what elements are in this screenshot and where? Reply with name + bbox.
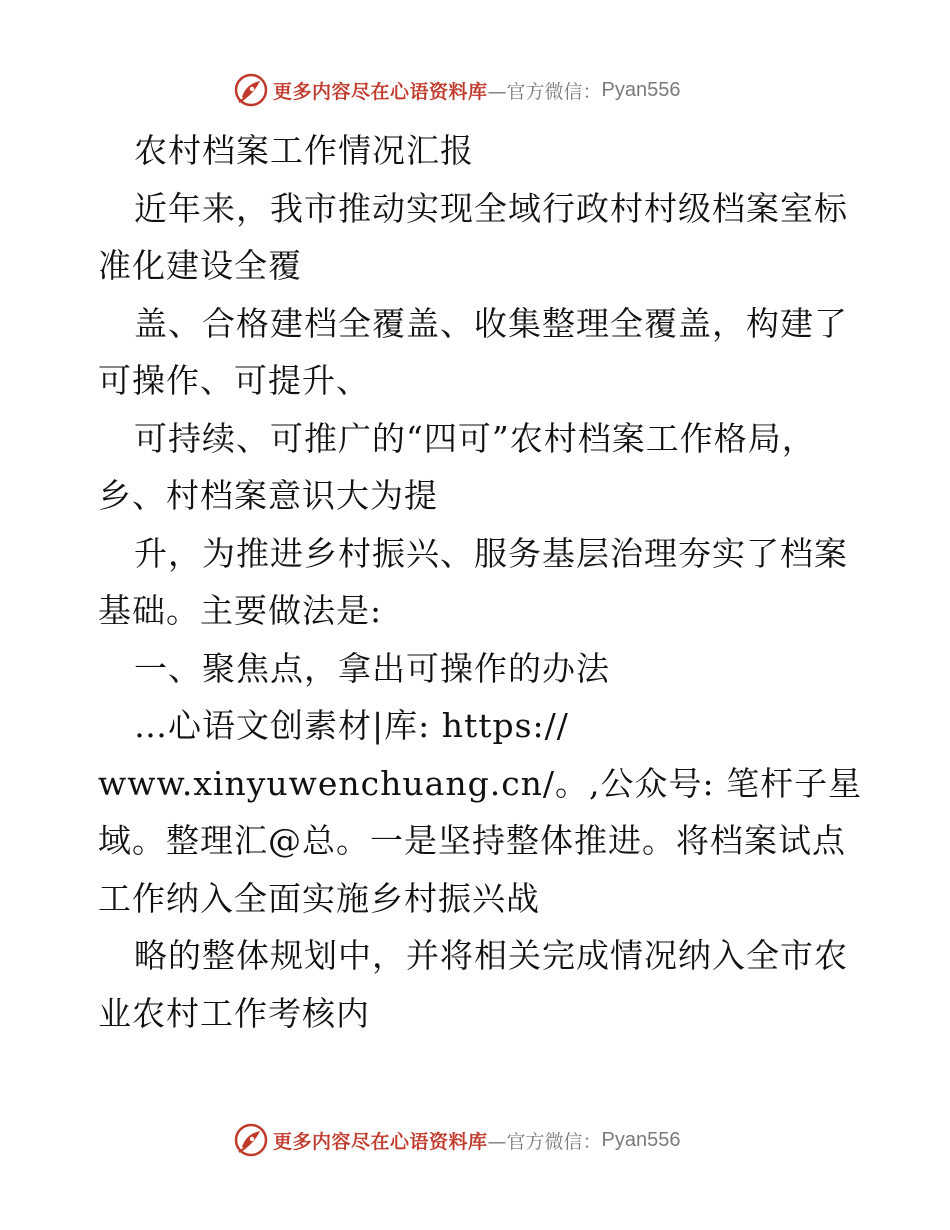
banner-wechat-label: —官方微信： [487,1130,602,1153]
paragraph-line: 升，为推进乡村振兴、服务基层治理夯实了档案 [134,533,848,573]
paragraph-line: 基础。主要做法是: [98,591,383,630]
paragraph-line: 域。整理汇@总。一是坚持整体推进。将档案试点 [98,821,846,860]
paragraph-line: 工作纳入全面实施乡村振兴战 [98,878,540,918]
banner-wechat-label: —官方微信： [487,80,602,103]
header-banner [233,70,713,110]
paragraph-line: 准化建设全覆 [98,246,302,285]
section-heading: 一、聚焦点，拿出可操作的办法 [134,648,610,688]
paragraph-line: 略的整体规划中，并将相关完成情况纳入全市农 [134,936,848,975]
footer-banner [233,1120,713,1160]
banner-library-text: 更多内容尽在心语资料库 [273,1130,488,1153]
banner-library-text: 更多内容尽在心语资料库 [273,80,488,103]
paragraph-line: 业农村工作考核内 [98,993,370,1033]
paragraph-line: 近年来，我市推动实现全域行政村村级档案室标 [134,188,848,228]
banner-wechat-handle: Pyan556 [601,78,681,101]
document-title: 农村档案工作情况汇报 [134,131,474,170]
paragraph-line: 可持续、可推广的“四可”农村档案工作格局， [134,418,816,458]
source-line: …心语文创素材|库: https:// [134,706,569,745]
banner-wechat-handle: Pyan556 [601,1128,681,1151]
source-url-line: www.xinyuwenchuang.cn/。,公众号: 笔杆子星 [98,763,863,803]
paragraph-line: 可操作、可提升、 [98,361,370,400]
pen-nib-logo-icon [233,72,269,108]
paragraph-line: 乡、村档案意识大为提 [98,476,438,515]
document-body [98,122,863,1042]
pen-nib-logo-icon [233,1122,269,1158]
paragraph-line: 盖、合格建档全覆盖、收集整理全覆盖，构建了 [134,303,848,343]
